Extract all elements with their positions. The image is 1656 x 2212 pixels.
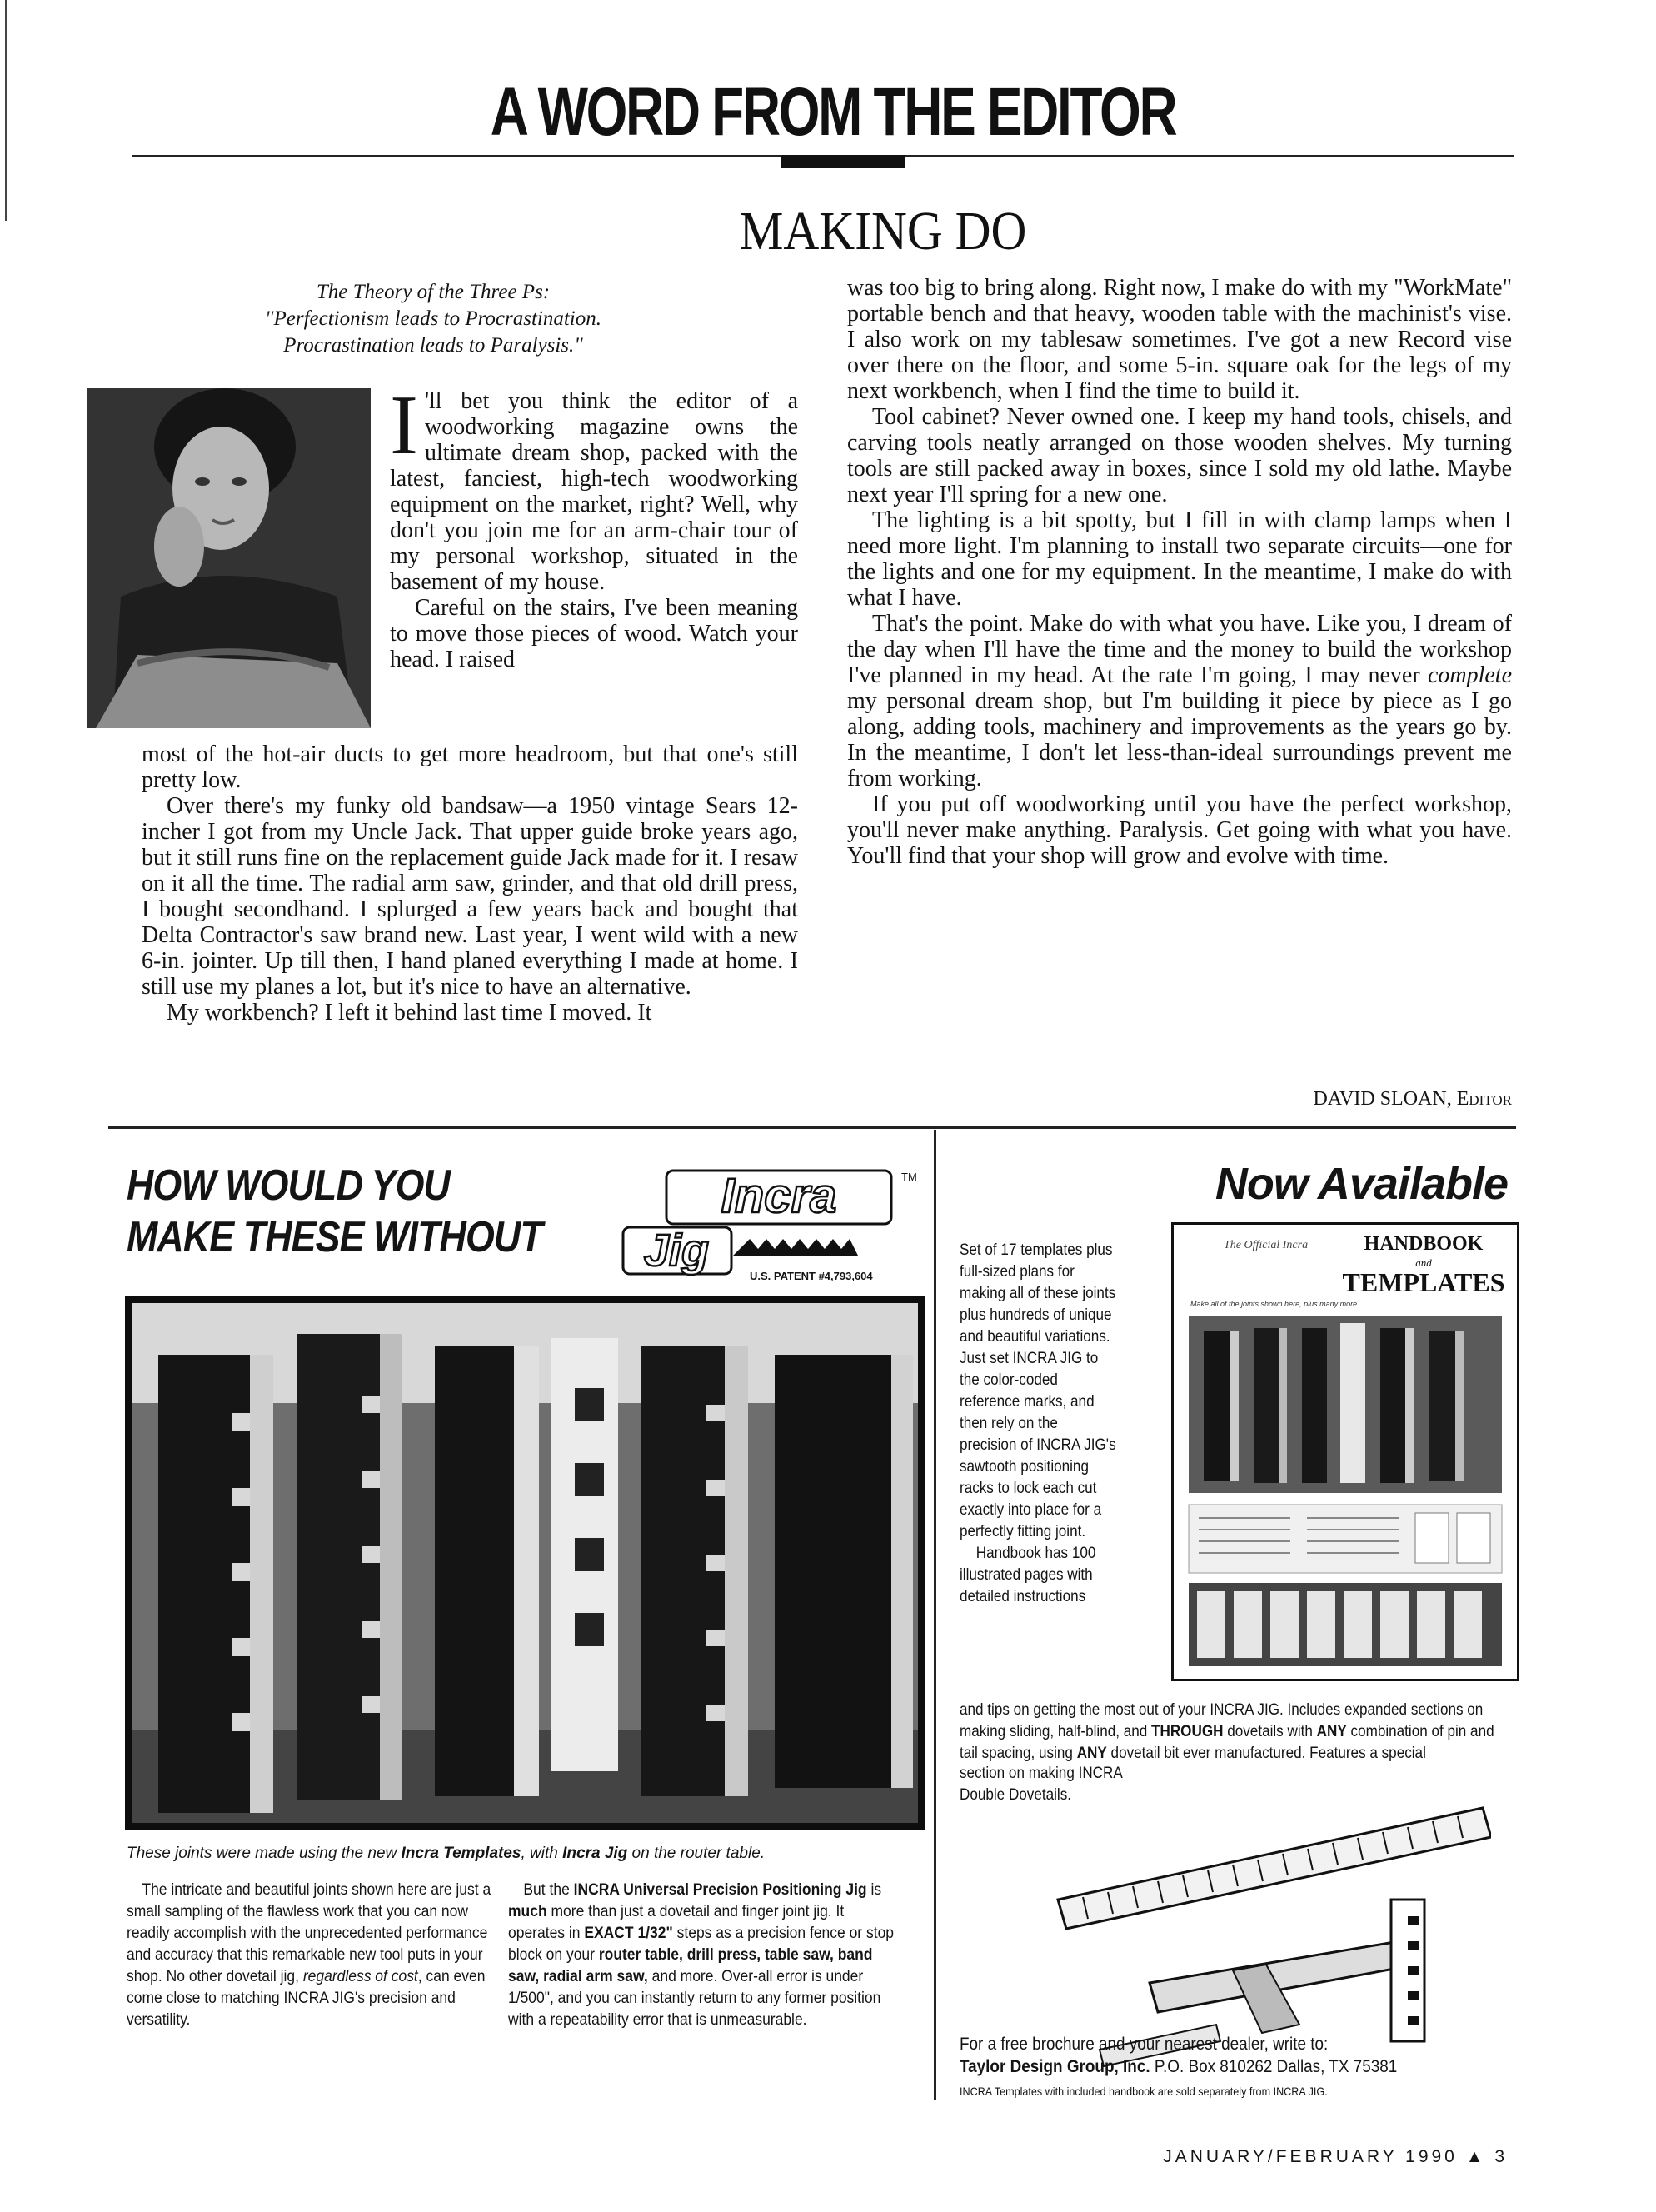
contact-address: P.O. Box 810262 Dallas, TX 75381 <box>1150 2057 1398 2076</box>
now-available-headline: Now Available <box>1215 1159 1508 1209</box>
article-paragraph-8: If you put off woodworking until you have the perfect workshop, you'll never make anything. Paralysis. Get going with what you have. You'll find that your shop will grow and evolve with time. <box>847 791 1512 869</box>
article-paragraph-2: Careful on the stairs, I've been meaning to move those pieces of wood. Watch your head. I raised <box>390 595 798 672</box>
caption-product-jig: Incra Jig <box>562 1845 628 1862</box>
ad-col1-b: , can even come close to matching INCRA JIG's precision and versatility. <box>127 1968 486 2029</box>
ad-col2-f: and more. Over-all error is under 1/500", and you can instantly return to any former position with a repeatability error that is unmeasurable. <box>508 1968 881 2029</box>
contact-info <box>960 2033 1484 2078</box>
ad-column-divider <box>934 1130 936 2100</box>
caption-product-templates: Incra Templates <box>401 1845 521 1862</box>
caption-text-c: , with <box>521 1845 563 1862</box>
article-p7-a: That's the point. Make do with what you have. Like you, I dream of the day when I'll have the time and the money to build the workshop I've planned in my head. At the rate I'm going, I may never <box>847 611 1512 688</box>
book-subtitle: Make all of the joints shown here, plus many more <box>1190 1300 1358 1308</box>
article-paragraph-6: The lighting is a bit spotty, but I fill in with clamp lamps when I need more light. I'm planning to install two separate circuits—one for the lights and one for my equipment. In the meantime, I make do with what I have. <box>847 507 1512 611</box>
article-column-1-bottom <box>142 741 798 1026</box>
templates-description <box>960 1240 1117 1608</box>
handbook-text-e: dovetail bit ever manufactured. Features a special <box>1106 1745 1426 1762</box>
ad-col2-a: But the <box>523 1881 574 1899</box>
book-title-and: and <box>1415 1256 1432 1269</box>
ad-col2-bold-1: INCRA Universal Precision Positioning Jig <box>573 1881 867 1899</box>
ad-body-paragraph-1 <box>127 1880 510 2031</box>
ad-body-column-1 <box>127 1880 510 2031</box>
trademark-symbol: TM <box>901 1171 917 1183</box>
ad-col1-emphasis: regardless of cost <box>302 1968 418 1985</box>
logo-jig-text: Jig <box>643 1226 710 1276</box>
photo-caption <box>127 1845 926 1863</box>
epigraph <box>183 279 683 359</box>
double-dovetails-note: section on making INCRA Double Dovetails. <box>960 1765 1122 1804</box>
book-title-templates: TEMPLATES <box>1342 1267 1505 1297</box>
article-paragraph-3: Over there's my funky old bandsaw—a 1950 vintage Sears 12-incher I got from my Uncle Jack. That upper guide broke years ago, but it still runs fine on the replacement guide Jack made for it. I resaw on it all the time. The radial arm saw, grinder, and that old drill press, I bought secondhand. I splurged a few years back and bought that Delta Contractor's saw brand new. Last year, I went wild with a new 6-in. jointer. Up till then, I hand planed everything I made at home. I still use my planes a lot, but it's nice to have an alternative. <box>142 793 798 1000</box>
ad-col1-a: The intricate and beautiful joints shown here are just a small sampling of the flawless work that you can now readily accomplish with the unprecedented performance and accuracy that this remarkable new tool puts in your shop. No other dovetail jig, <box>127 1881 491 1985</box>
handbook-cover <box>1171 1222 1519 1681</box>
book-title-handbook: HANDBOOK <box>1364 1233 1484 1255</box>
handbook-bold-any-1: ANY <box>1316 1723 1347 1740</box>
ad-col2-e: steps as a precision fence or stop block on your <box>508 1925 895 1964</box>
ad-body-paragraph-2 <box>508 1880 895 2031</box>
handbook-description <box>960 1700 1499 1765</box>
section-kicker: A WORD FROM THE EDITOR <box>490 74 1176 150</box>
ad-col2-c: is <box>866 1881 882 1899</box>
article-paragraph-7 <box>847 611 1512 791</box>
ad-col2-bold-3: EXACT 1/32" <box>584 1925 673 1942</box>
contact-line-2 <box>960 2055 1484 2078</box>
templates-paragraph-1: Set of 17 templates plus full-sized plans for making all of these joints plus hundreds of unique and beautiful variations. Just set INCRA JIG to the color-coded reference marks, and then rely on the precision of INCRA JIG's sawtooth positioning racks to lock each cut exactly into place for a perfectly fitting joint. <box>960 1241 1116 1540</box>
handbook-bold-through: THROUGH <box>1151 1723 1224 1740</box>
contact-line-1: For a free brochure and your nearest dealer, write to: <box>960 2035 1329 2054</box>
ad-col2-d: more than just a dovetail and finger joint jig. It operates in <box>508 1903 845 1942</box>
article-p7-b: my personal dream shop, but I'm building it piece by piece as I go along, adding tools, machinery and improvements as the years go by. In the meantime, I don't let less-than-ideal surroundings prevent me from working. <box>847 688 1512 791</box>
epigraph-line-2: "Perfectionism leads to Procrastination. <box>265 307 601 330</box>
handbook-text-a: and tips on getting the most out of your INCRA JIG. Includes expanded sections on making sliding, half-blind, and <box>960 1701 1484 1740</box>
ad-col2-bold-4: router table, drill press, table saw, band saw, radial arm saw, <box>508 1946 873 1985</box>
dovetail-joints-photo <box>125 1296 925 1830</box>
patent-number: U.S. PATENT #4,793,604 <box>750 1270 873 1282</box>
ad-headline <box>127 1160 614 1263</box>
caption-text-d: on the router table. <box>627 1845 766 1862</box>
editor-signature: DAVID SLOAN, Editor <box>1313 1088 1512 1110</box>
templates-paragraph-2: Handbook has 100 illustrated pages with detailed instructions <box>960 1545 1096 1605</box>
ad-headline-line-1: HOW WOULD YOU <box>127 1161 450 1210</box>
ad-headline-line-2: MAKE THESE WITHOUT <box>127 1213 542 1261</box>
handbook-text-c: dovetails with <box>1223 1723 1317 1740</box>
article-paragraph-2-cont: most of the hot-air ducts to get more headroom, but that one's still pretty low. <box>142 741 798 793</box>
incra-jig-logo <box>608 1162 925 1287</box>
templates-sold-separately-note: INCRA Templates with included handbook are sold separately from INCRA JIG. <box>960 2085 1328 2098</box>
article-p7-emphasis: complete <box>1427 662 1512 688</box>
handbook-bold-any-2: ANY <box>1076 1745 1107 1762</box>
article-paragraph-4-cont: was too big to bring along. Right now, I make do with my "WorkMate" portable bench and that heavy, wooden table with the machinist's vise. I also work on my tablesaw sometimes. I've got a new Record vise over there on the floor, and some 5-in. square oak for the legs of my next workbench, when I find the time to build it. <box>847 275 1512 404</box>
article-p1-text: 'll bet you think the editor of a woodworking magazine owns the ultimate dream shop, packed with the latest, fanciest, high-tech woodworking equipment on the market, right? Well, why don't you join me for an arm-chair tour of my personal workshop, situated in the basement of my house. <box>390 388 798 595</box>
article-column-2 <box>847 275 1512 869</box>
article-paragraph-5: Tool cabinet? Never owned one. I keep my hand tools, chisels, and carving tools neatly arranged on those wooden shelves. My turning tools are still packed away in boxes, since I sold my old lathe. Maybe next year I'll spring for a new one. <box>847 404 1512 507</box>
epigraph-line-3: Procrastination leads to Paralysis." <box>283 334 583 357</box>
drop-cap: I <box>390 378 418 472</box>
page-title: MAKING DO <box>739 201 1027 262</box>
header-rule-bar <box>781 155 905 168</box>
article-paragraph-1 <box>390 378 798 595</box>
article-column-1-top <box>390 378 798 672</box>
contact-company: Taylor Design Group, Inc. <box>960 2057 1150 2076</box>
epigraph-line-1: The Theory of the Three Ps: <box>316 281 551 303</box>
ad-body-column-2 <box>508 1880 895 2031</box>
article-paragraph-4: My workbench? I left it behind last time I moved. It <box>167 1000 652 1026</box>
ad-col2-bold-2: much <box>508 1903 547 1920</box>
book-small-title: The Official Incra <box>1224 1239 1309 1251</box>
editor-photo <box>87 388 371 728</box>
scan-margin-line <box>5 0 7 221</box>
handbook-text-d: combination of pin and tail spacing, using <box>960 1723 1494 1762</box>
logo-incra-text: Incra <box>721 1169 837 1223</box>
caption-text-a: These joints were made using the new <box>127 1845 402 1862</box>
page-folio: JANUARY/FEBRUARY 1990 ▲ 3 <box>1163 2147 1508 2166</box>
section-divider <box>108 1126 1516 1129</box>
